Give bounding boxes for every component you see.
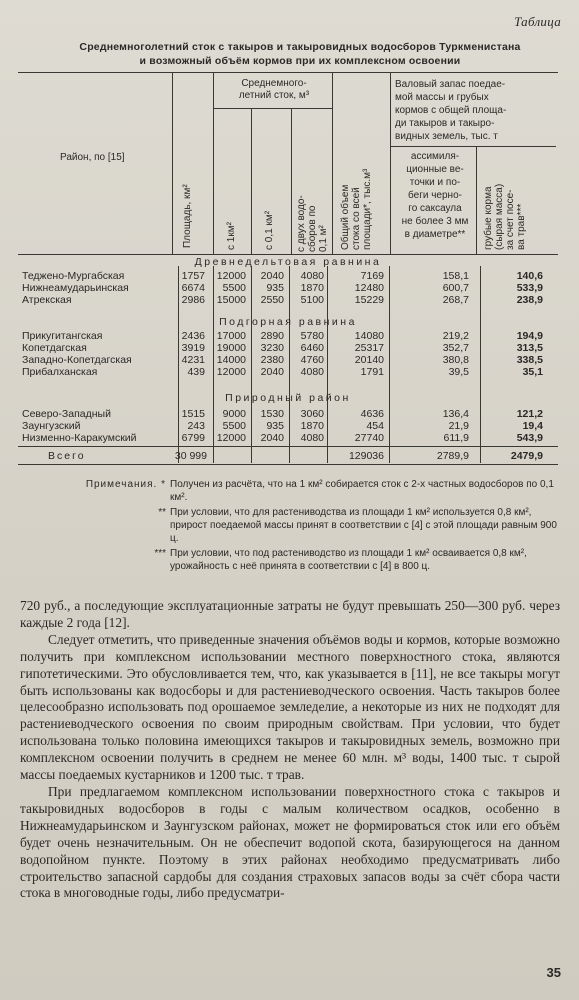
table-tag: Таблица (514, 14, 561, 29)
table-bottom-rule (18, 464, 558, 465)
note-item: Примечания. * Получен из расчёта, что на 1 км² собирается сток с 2-х частных водосборов по 0,1 км². (85, 479, 554, 503)
note-item: *** При условии, что под растениводство из площади 1 км² осваивается 0,8 км², урожайность с неё принята в соответствии с [4] в 800 ц. (154, 548, 527, 572)
head-runoff-group: Среднемного- летний сток, м³ (238, 78, 310, 101)
page-number: 35 (546, 965, 561, 980)
note-item: ** При условии, что для растениводства из площади 1 км² используется 0,8 км², прирост поедаемой массы принят в соответствии с [4] с этой площади равным 900 ц. (158, 507, 557, 544)
head-rough: грубые корма (сырая масса) за счет посе- ва трав*** (483, 183, 527, 250)
table-row: Атрекская 2986 15000 2550 5100 15229 268,7 238,9 (22, 294, 543, 306)
head-runoff-two: с двух водо- сборов по 0,1 м² (296, 195, 329, 252)
table-row: Западно-Копетдагская 4231 14000 2380 4760 20140 380,8 338,5 (22, 354, 543, 366)
head-runoff-01km: с 0,1 км² (264, 210, 275, 250)
col-divider (476, 146, 477, 254)
stock-sub-rule (390, 146, 556, 147)
col-divider (251, 108, 252, 254)
table-row: Нижнеамударьинская 6674 5500 935 1870 12480 600,7 533,9 (22, 282, 543, 294)
table-row: Заунгузский 243 5500 935 1870 454 21,9 19,4 (22, 420, 543, 432)
paragraph: 720 руб., а последующие эксплуатационные затраты не будут превышать 250—300 руб. через каждые 2 года [12]. (20, 598, 560, 630)
section-title: Природный район (225, 392, 351, 404)
runoff-sub-rule (213, 108, 332, 109)
section-title: Подгорная равнина (219, 316, 357, 328)
table-row: Прибалханская 439 12000 2040 4080 1791 39,5 35,1 (22, 366, 543, 378)
paragraph: Следует отметить, что приведенные значения объёмов воды и кормов, которые возможно получить при комплексном использовании местного поверхностного стока, являются гипотетическими. Это обусловливается тем, что, как указывается в [11], не все такыры могут быть использованы как водосборы и для растениеводческого освоения. Часть такыров более целесообразно использовать под орошаемое земледелие, а некоторые из них не подходят для растениеводческого освоения по своим природным свойствам. При условии, что будет использована только половина имеющихся такыров и такыровидных земель, возможно при комплексном освоении получить в среднем не менее 60 млн. м³ воды, 1400 тыс. т сырой массы поедаемых кустарников и 1200 тыс. т трав. (20, 631, 560, 783)
total-rule (18, 446, 558, 447)
table-row: Теджено-Мургабская 1757 12000 2040 4080 7169 158,1 140,6 (22, 270, 543, 282)
col-divider (332, 72, 333, 254)
section-title: Древнедельтовая равнина (194, 256, 382, 268)
col-divider (291, 108, 292, 254)
table-notes (40, 478, 560, 575)
head-area: Площадь, км² (182, 184, 193, 248)
table-row: Копетдагская 3919 19000 3230 6460 25317 352,7 313,5 (22, 342, 543, 354)
total-row: Всего 30 999 129036 2789,9 2479,9 (48, 450, 543, 462)
head-runoff-1km: с 1км² (226, 222, 237, 250)
col-divider (172, 72, 173, 254)
caption-line-1: Среднемноголетний сток с такыров и такыровидных водосборов Туркменистана (79, 41, 521, 53)
body-text (20, 598, 560, 902)
table-row: Низменно-Каракумский 6799 12000 2040 4080 27740 611,9 543,9 (22, 432, 543, 444)
table-head-rule (18, 254, 558, 255)
caption-line-2: и возможный объём кормов при их комплексном освоении (139, 55, 461, 67)
stock-sub-rule-top (389, 72, 556, 73)
table-row: Северо-Западный 1515 9000 1530 3060 4636 136,4 121,2 (22, 408, 543, 420)
head-stock-group: Валовый запас поедае- мой массы и грубых кормов с общей площа- ди такыров и такыро- видных земель, тыс. т (395, 79, 507, 142)
paragraph: При предлагаемом комплексном использовании поверхностного стока с такыров и такыровидных водосборов в годы с малым количеством осадков, особенно в Нижнеамударьинском и Заунгузском районах, может не формироваться сток или его объём будет очень незначительным. Он не обеспечит водопой скота, базирующегося на данном водопойном пункте. Поэтому в этих районах необходимо предусматривать либо строительство запасной сардобы для создания страховых запасов воды за счёт сбора части стока в многоводные годы, либо предусматри- (20, 783, 560, 901)
head-region: Район, по [15] (60, 152, 125, 163)
col-divider (390, 72, 391, 254)
table-row: Прикугитангская 2436 17000 2890 5780 14080 219,2 194,9 (22, 330, 543, 342)
table-caption (40, 40, 560, 68)
head-total-volume: Общий объем стока со всей площади*, тыс.м³ (340, 168, 373, 250)
col-divider (213, 72, 214, 254)
head-assim: ассимиля- ционные ве- точки и по- беги черно- го саксаула не более 3 мм в диаметре** (401, 151, 469, 240)
